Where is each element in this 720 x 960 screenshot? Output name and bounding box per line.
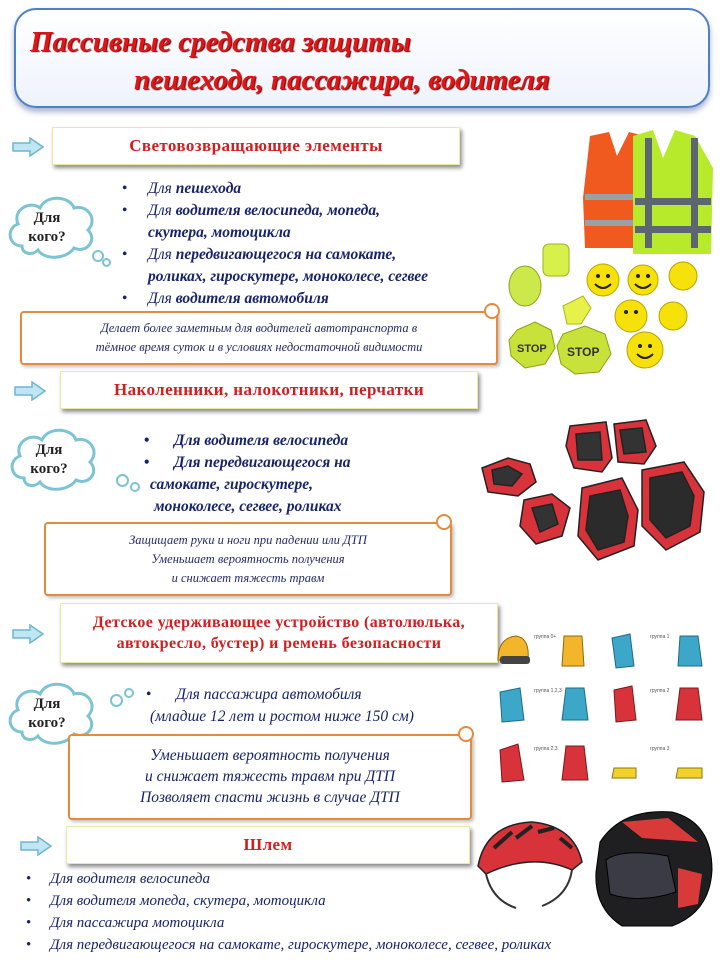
note-line: Защищает руки и ноги при падении или ДТП: [129, 533, 367, 547]
pads-list: [150, 430, 440, 518]
seat-group-label: группа 2: [650, 688, 670, 694]
helmets-image: [472, 808, 716, 936]
section-header-reflective: Световозвращающие элементы: [52, 127, 460, 165]
stop-sign-text: STOP: [517, 343, 547, 355]
note-line: Уменьшает вероятность получения: [151, 552, 345, 566]
list-item: • Для пассажира мотоцикла: [50, 912, 700, 934]
stop-sign-text: STOP: [567, 345, 600, 359]
cloud-label-line-1: Для: [33, 210, 61, 226]
list-item-continuation: роликах, гироскутере, моноколесе, сегвее: [148, 268, 429, 285]
note-line: тёмное время суток и в условиях недостаточной видимости: [95, 340, 423, 354]
reflective-list: [148, 178, 498, 310]
list-item: • Для водителя автомобиля: [148, 288, 498, 310]
list-item-continuation: (младше 12 лет и ростом ниже 150 см): [150, 708, 414, 725]
arrow-right-icon: [12, 137, 44, 157]
cloud-label-line-1: Для: [33, 696, 61, 712]
seat-group-label: группа 1,2,3: [534, 688, 562, 694]
header-line: Детское удерживающее устройство (автолюлька,: [92, 614, 466, 631]
seat-group-label: группа 0+: [534, 634, 557, 640]
car-seats-image: [490, 626, 716, 806]
list-item-continuation: моноколесе, сегвее, роликах: [154, 498, 342, 515]
list-item-continuation: скутера, мотоцикла: [148, 224, 291, 241]
seat-group-label: группа 2,3: [534, 746, 558, 752]
note-reflective: [20, 311, 498, 365]
seat-group-label: группа 3: [650, 746, 670, 752]
section-header-helmet: Шлем: [66, 826, 470, 864]
list-item: • Для водителя мопеда, скутера, мотоцикла: [50, 890, 700, 912]
list-item: • Для передвигающегося на самокате,: [148, 244, 498, 266]
note-child-seat: [68, 734, 472, 820]
note-line: Уменьшает вероятность получения: [150, 747, 390, 764]
section-header-child-seat: [60, 603, 498, 663]
title-line-2: пешехода, пассажира, водителя: [134, 64, 550, 96]
reflective-items-image: [505, 128, 715, 378]
cloud-label-line-2: кого?: [28, 229, 66, 245]
cloud-callout: [6, 422, 106, 498]
note-line: и снижает тяжесть травм: [171, 571, 325, 585]
cloud-callout: [4, 190, 104, 266]
list-item-continuation: самокате, гироскутере,: [150, 476, 313, 493]
title-banner: [14, 8, 710, 108]
list-item: • Для передвигающегося на: [150, 452, 440, 474]
note-line: Позволяет спасти жизнь в случае ДТП: [140, 789, 400, 806]
child-seat-list: [150, 684, 480, 728]
title-line-1: Пассивные средства защиты: [30, 26, 411, 58]
arrow-right-icon: [14, 381, 46, 401]
header-line: автокресло, бустер) и ремень безопасности: [116, 635, 442, 652]
note-line: Делает более заметным для водителей автотранспорта в: [100, 321, 418, 335]
list-item: • Для водителя велосипеда: [50, 868, 700, 890]
protective-pads-image: [478, 416, 714, 566]
cloud-label-line-2: кого?: [28, 715, 66, 731]
list-item: • Для водителя велосипеда, мопеда,: [148, 200, 498, 222]
section-header-pads: Наколенники, налокотники, перчатки: [60, 371, 478, 409]
note-pads: [44, 522, 452, 596]
list-item: • Для пассажира автомобиля: [150, 684, 480, 706]
cloud-label-line-2: кого?: [30, 461, 68, 477]
cloud-label-line-1: Для: [35, 442, 63, 458]
list-item: • Для пешехода: [148, 178, 498, 200]
list-item: • Для водителя велосипеда: [150, 430, 440, 452]
seat-group-label: группа 1: [650, 634, 670, 640]
list-item: • Для передвигающегося на самокате, гироскутере, моноколесе, сегвее, роликах: [50, 934, 700, 956]
arrow-right-icon: [20, 836, 52, 856]
note-line: и снижает тяжесть травм при ДТП: [144, 768, 396, 785]
arrow-right-icon: [12, 624, 44, 644]
